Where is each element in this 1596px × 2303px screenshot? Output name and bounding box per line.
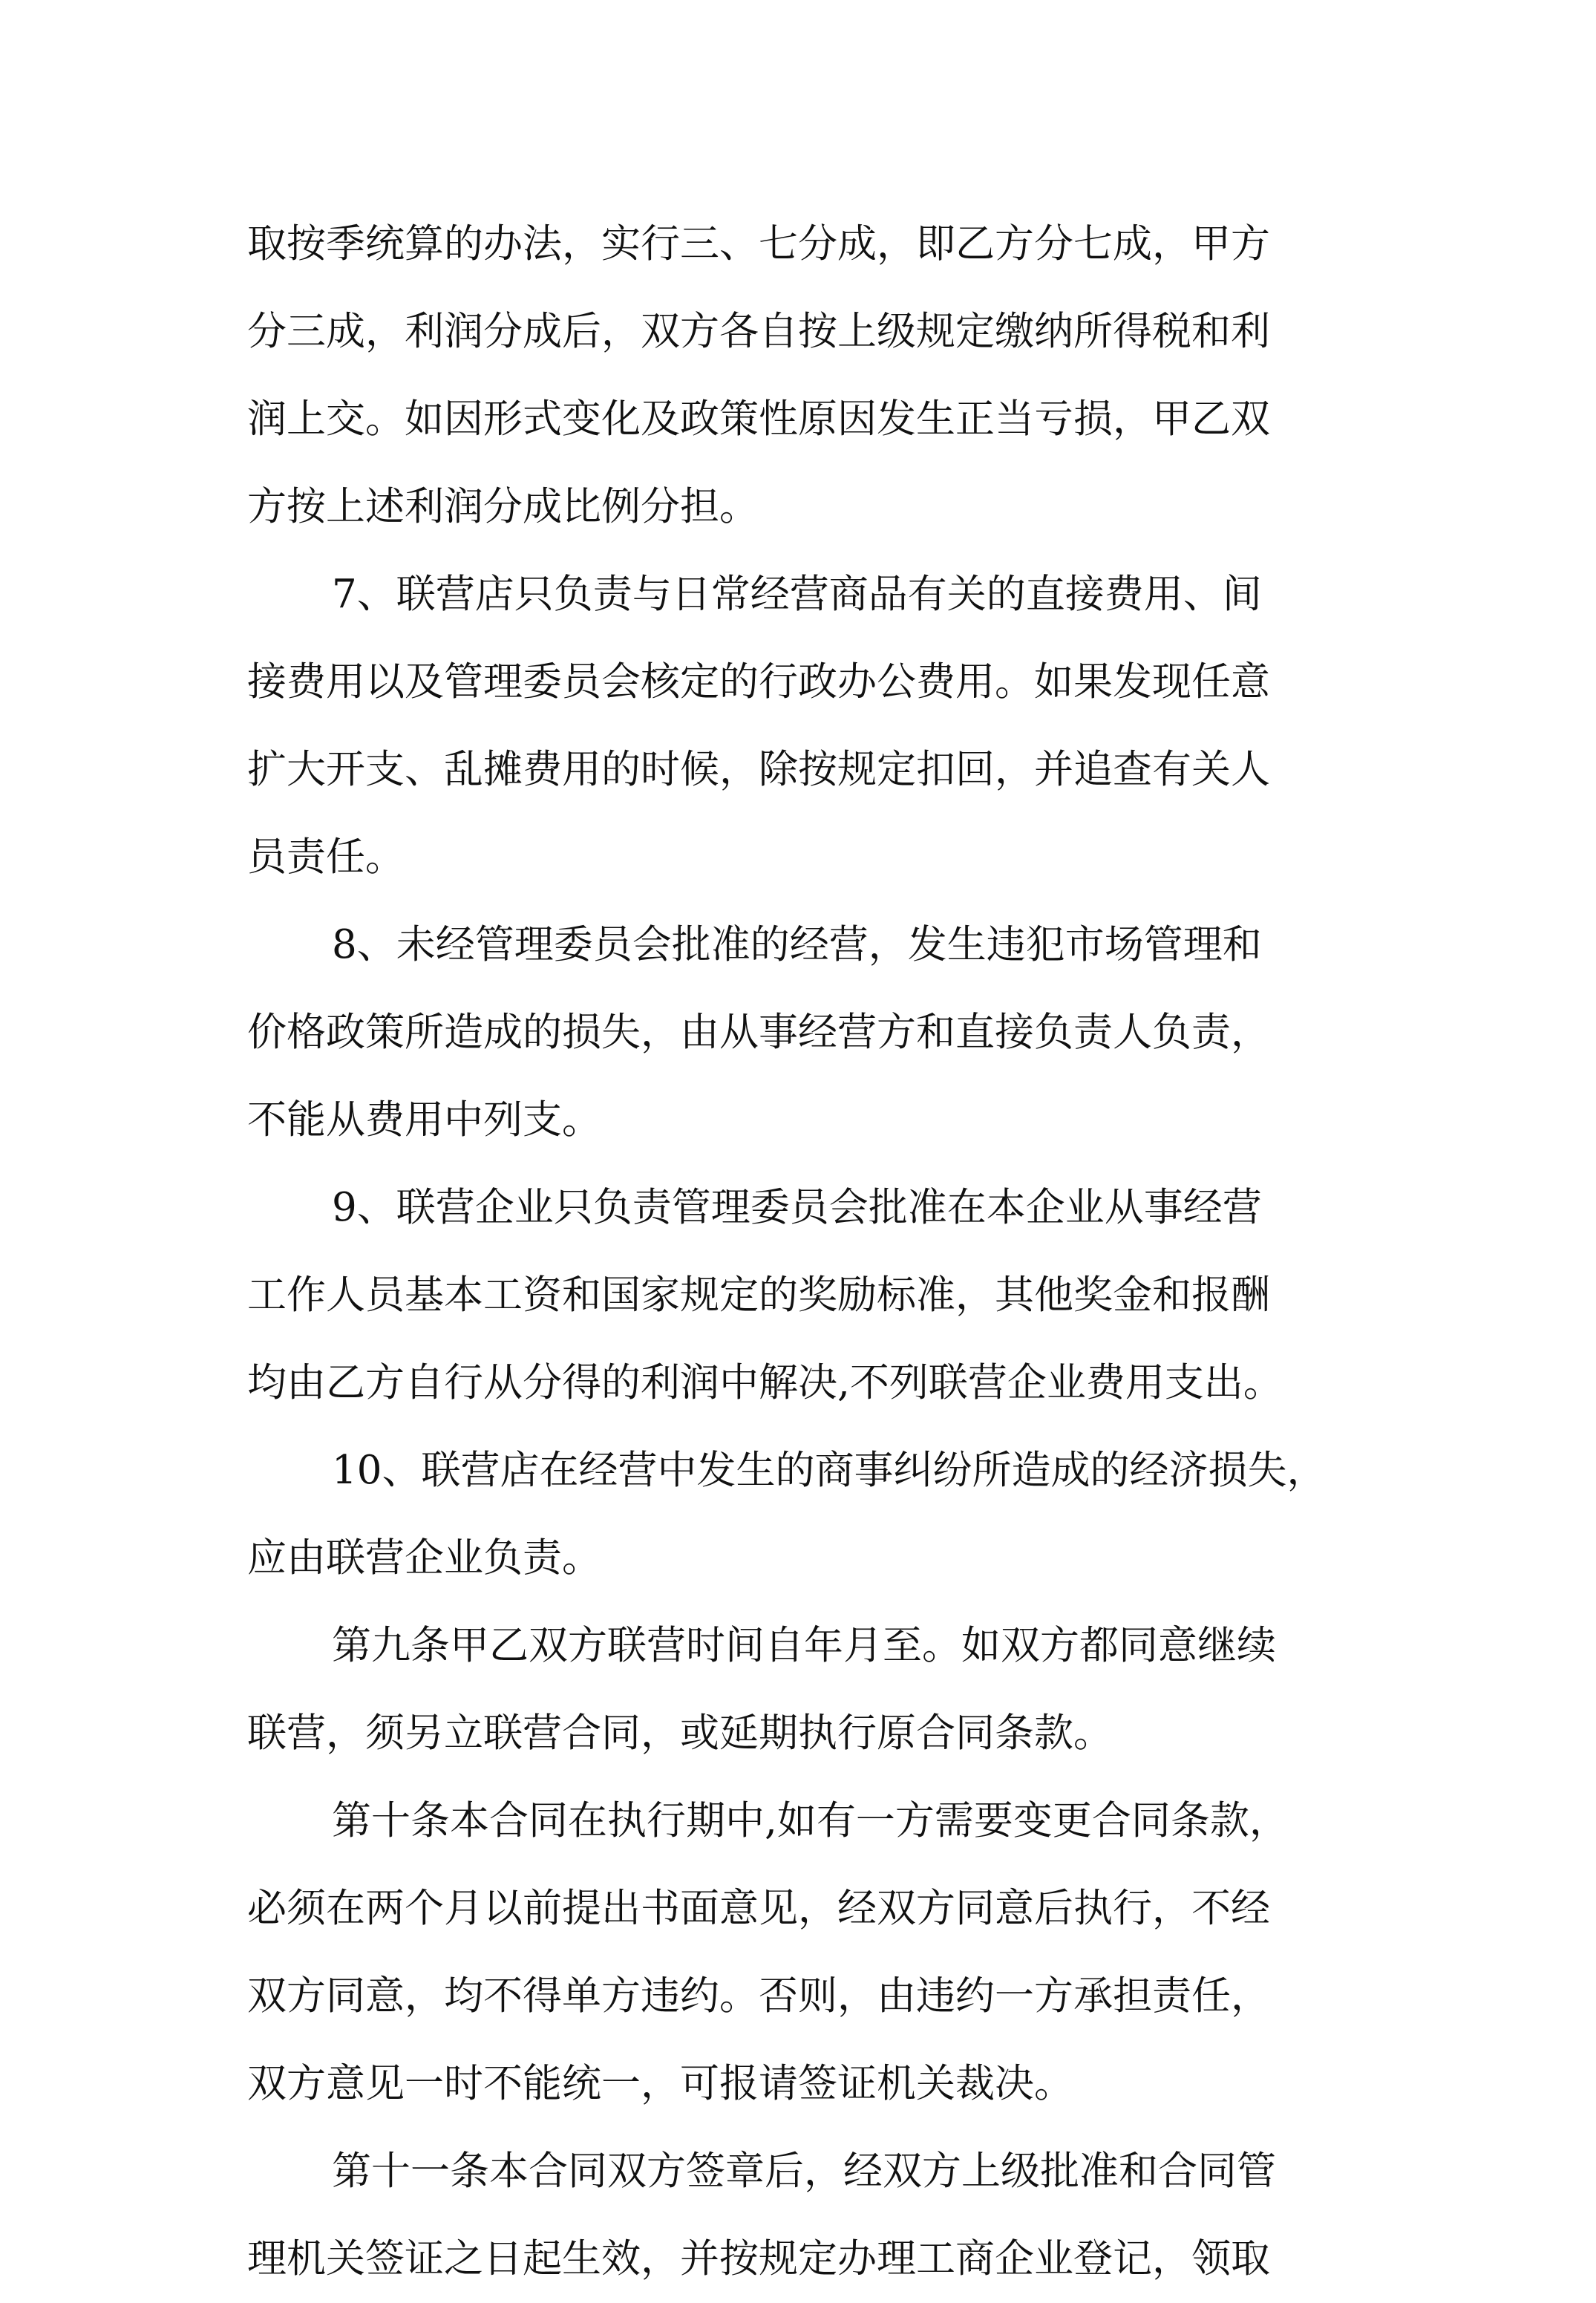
text-line: 工作人员基本工资和国家规定的奖励标准，其他奖金和报酬 <box>247 1273 1270 1318</box>
paragraph-item-10 <box>247 1427 1372 1602</box>
paragraph-item-8 <box>247 901 1372 1164</box>
text-line: 价格政策所造成的损失，由从事经营方和直接负责人负责， <box>247 1010 1270 1055</box>
paragraph-article-9 <box>247 1602 1372 1777</box>
paragraph-article-10 <box>247 1777 1372 2128</box>
text-line: 双方意见一时不能统一，可报请签证机关裁决。 <box>247 2061 1073 2106</box>
paragraph-continuation <box>247 200 1372 551</box>
paragraph-item-7 <box>247 551 1372 901</box>
text-line: 扩大开支、乱摊费用的时候，除按规定扣回，并追查有关人 <box>247 747 1270 792</box>
text-line: 不能从费用中列支。 <box>247 1097 601 1143</box>
text-line: 取按季统算的办法，实行三、七分成，即乙方分七成，甲方 <box>247 221 1270 267</box>
text-line: 7、联营店只负责与日常经营商品有关的直接费用、间 <box>332 572 1262 617</box>
text-line: 均由乙方自行从分得的利润中解决,不列联营企业费用支出。 <box>247 1360 1283 1405</box>
text-line: 润上交。如因形式变化及政策性原因发生正当亏损，甲乙双 <box>247 396 1270 442</box>
text-line: 第九条甲乙双方联营时间自年月至。如双方都同意继续 <box>332 1623 1276 1668</box>
text-line: 方按上述利润分成比例分担。 <box>247 484 759 529</box>
text-line: 理机关签证之日起生效，并按规定办理工商企业登记，领取 <box>247 2236 1270 2281</box>
text-line: 第十条本合同在执行期中,如有一方需要变更合同条款， <box>332 1798 1289 1843</box>
text-line: 10、联营店在经营中发生的商事纠纷所造成的经济损失， <box>332 1448 1327 1493</box>
document-body <box>247 200 1372 2303</box>
paragraph-item-9 <box>247 1164 1372 1427</box>
text-line: 分三成，利润分成后，双方各自按上级规定缴纳所得税和利 <box>247 309 1270 354</box>
text-line: 必须在两个月以前提出书面意见，经双方同意后执行，不经 <box>247 1886 1270 1931</box>
text-line: 9、联营企业只负责管理委员会批准在本企业从事经营 <box>332 1185 1262 1230</box>
paragraph-article-11 <box>247 2128 1372 2303</box>
text-line: 8、未经管理委员会批准的经营，发生违犯市场管理和 <box>332 922 1262 967</box>
text-line: 联营，须另立联营合同，或延期执行原合同条款。 <box>247 1711 1113 1756</box>
text-line: 第十一条本合同双方签章后，经双方上级批准和合同管 <box>332 2149 1276 2194</box>
text-line: 应由联营企业负责。 <box>247 1535 601 1581</box>
text-line: 双方同意，均不得单方违约。否则，由违约一方承担责任， <box>247 1973 1270 2019</box>
text-line: 员责任。 <box>247 834 405 880</box>
text-line: 接费用以及管理委员会核定的行政办公费用。如果发现任意 <box>247 659 1270 705</box>
